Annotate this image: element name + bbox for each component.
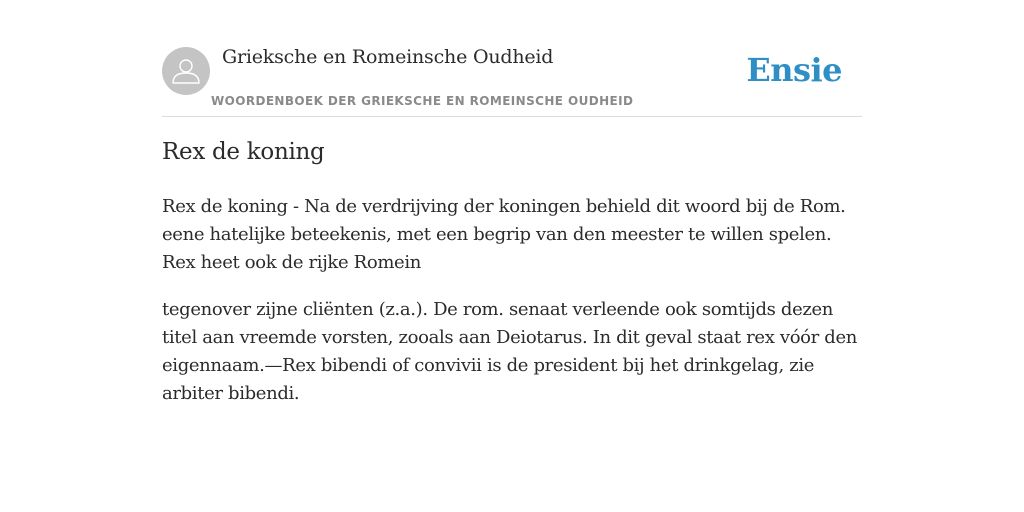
entry-paragraph: Rex de koning - Na de verdrijving der koningen behield dit woord bij de Rom. eene hatelijke beteekenis, met een begrip van den meester te willen spelen. Rex heet ook de rijke Romein bbox=[162, 196, 846, 273]
ensie-logo[interactable]: Ensie bbox=[746, 51, 842, 89]
source-subtitle: WOORDENBOEK DER GRIEKSCHE EN ROMEINSCHE OUDHEID bbox=[211, 94, 634, 108]
source-avatar[interactable] bbox=[162, 47, 210, 95]
entry-body bbox=[162, 193, 862, 427]
user-icon bbox=[162, 47, 210, 95]
entry-title: Rex de koning bbox=[162, 139, 325, 165]
source-title[interactable]: Grieksche en Romeinsche Oudheid bbox=[222, 46, 554, 68]
entry-paragraph: tegenover zijne cliënten (z.a.). De rom. senaat verleende ook somtijds dezen titel aan vreemde vorsten, zooals aan Deiotarus. In dit geval staat rex vóór den eigennaam.—Rex bibendi of convivii is de president bij het drinkgelag, zie arbiter bibendi. bbox=[162, 299, 858, 404]
source-header bbox=[162, 44, 862, 117]
